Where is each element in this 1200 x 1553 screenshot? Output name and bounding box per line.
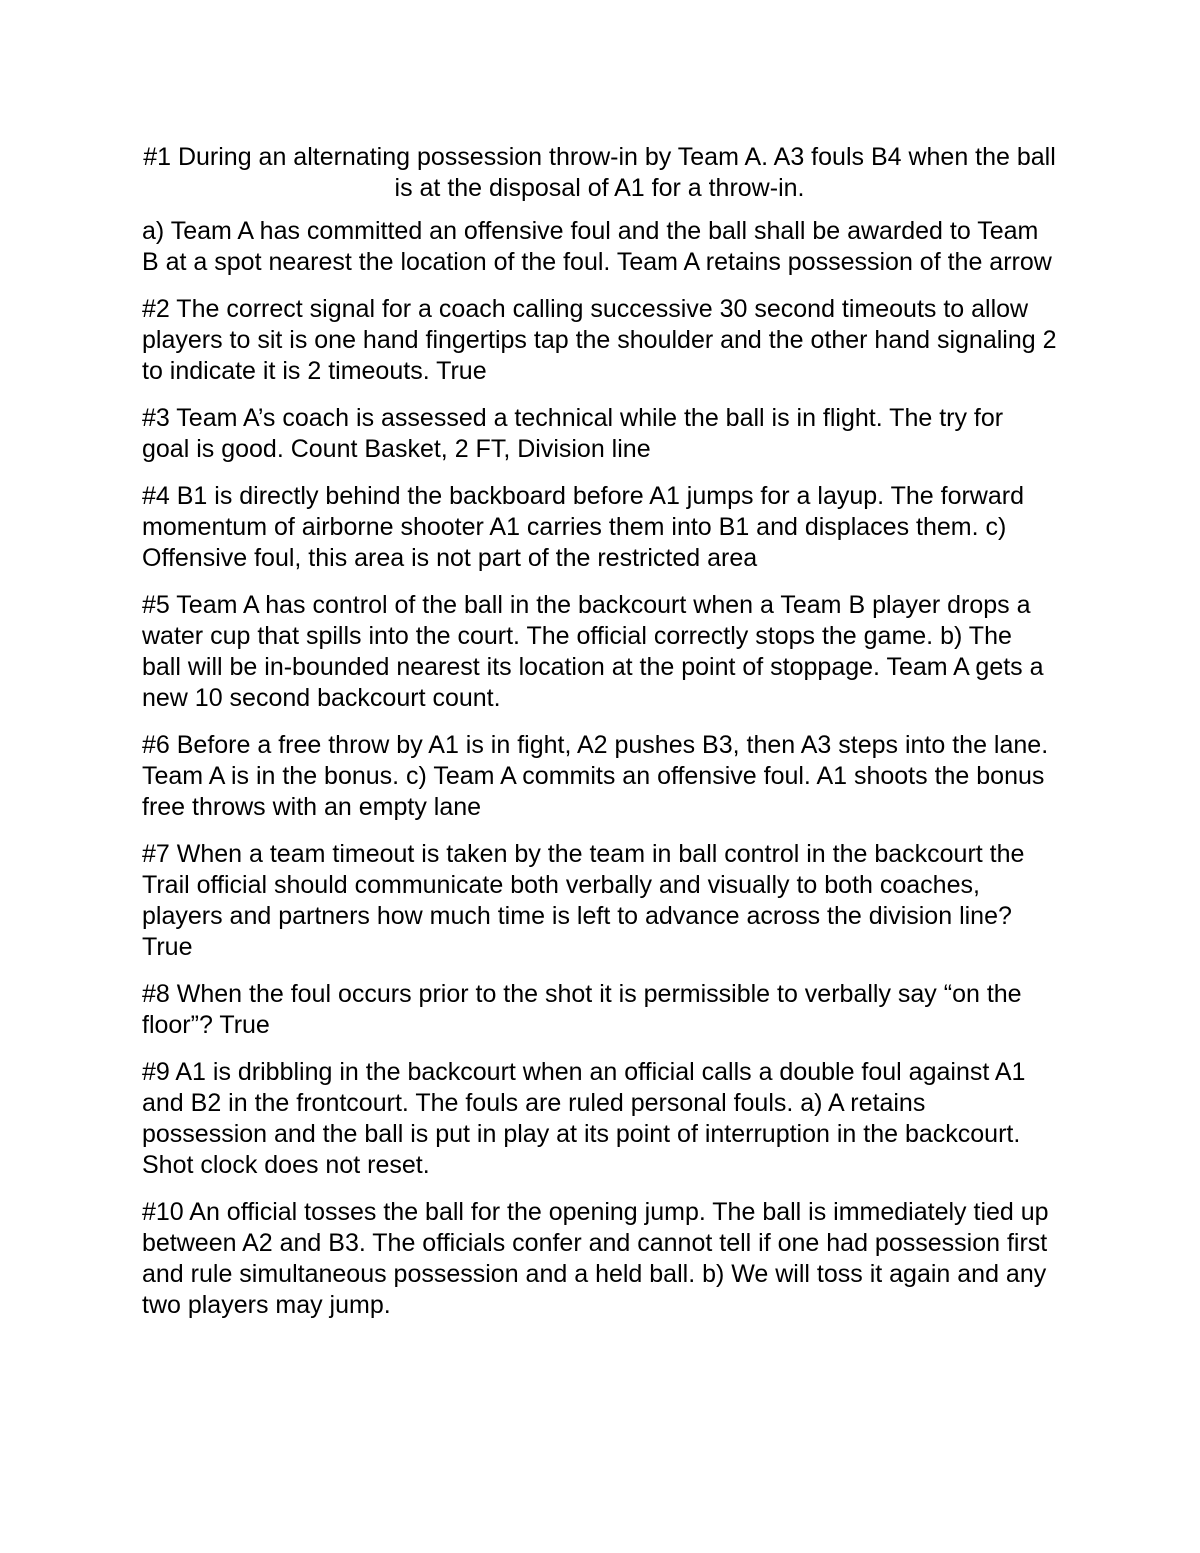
document-body xyxy=(142,142,1057,1337)
answer-1-paragraph: a) Team A has committed an offensive foul and the ball shall be awarded to Team B at a spot nearest the location of the foul. Team A retains possession of the arrow xyxy=(142,217,1052,276)
question-9-paragraph: #9 A1 is dribbling in the backcourt when an official calls a double foul against A1 and B2 in the frontcourt. The fouls are ruled personal fouls. a) A retains possession and the ball is put in play at its point of interruption in the backcourt. Shot clock does not reset. xyxy=(142,1058,1026,1179)
question-1-heading: #1 During an alternating possession throw-in by Team A. A3 fouls B4 when the ball is at the disposal of A1 for a throw-in. xyxy=(143,143,1056,202)
question-5-paragraph: #5 Team A has control of the ball in the backcourt when a Team B player drops a water cup that spills into the court. The official correctly stops the game. b) The ball will be in-bounded nearest its location at the point of stoppage. Team A gets a new 10 second backcourt count. xyxy=(142,591,1044,712)
question-4-paragraph: #4 B1 is directly behind the backboard before A1 jumps for a layup. The forward momentum of airborne shooter A1 carries them into B1 and displaces them. c) Offensive foul, this area is not part of the restricted area xyxy=(142,482,1024,572)
question-7-paragraph: #7 When a team timeout is taken by the team in ball control in the backcourt the Trail official should communicate both verbally and visually to both coaches, players and partners how much time is left to advance across the division line? True xyxy=(142,840,1025,961)
question-10-paragraph: #10 An official tosses the ball for the opening jump. The ball is immediately tied up between A2 and B3. The officials confer and cannot tell if one had possession first and rule simultaneous possession and a held ball. b) We will toss it again and any two players may jump. xyxy=(142,1198,1049,1319)
question-3-paragraph: #3 Team A’s coach is assessed a technical while the ball is in flight. The try for goal is good. Count Basket, 2 FT, Division line xyxy=(142,404,1004,463)
question-2-paragraph: #2 The correct signal for a coach calling successive 30 second timeouts to allow players to sit is one hand fingertips tap the shoulder and the other hand signaling 2 to indicate it is 2 timeouts. True xyxy=(142,295,1057,385)
question-8-paragraph: #8 When the foul occurs prior to the shot it is permissible to verbally say “on the floor”? True xyxy=(142,980,1022,1039)
question-6-paragraph: #6 Before a free throw by A1 is in fight, A2 pushes B3, then A3 steps into the lane. Team A is in the bonus. c) Team A commits an offensive foul. A1 shoots the bonus free throws with an empty lane xyxy=(142,731,1049,821)
